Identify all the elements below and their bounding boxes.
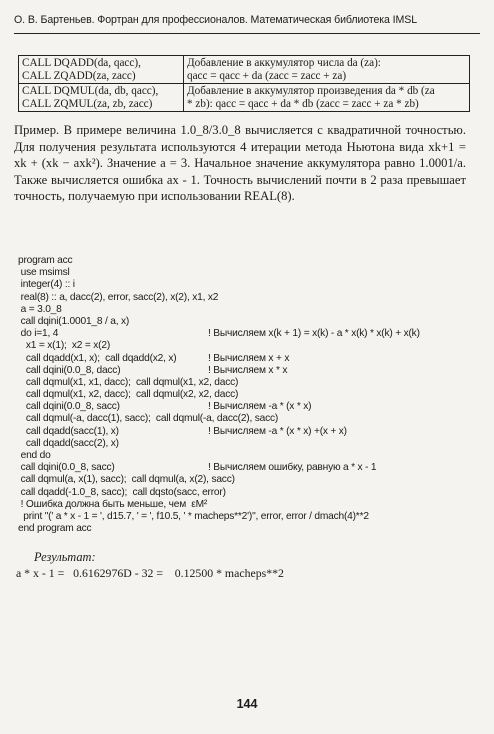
table-row bbox=[19, 84, 470, 112]
code-line bbox=[18, 279, 483, 291]
code-text: call dqmul(x1, x1, dacc); call dqmul(x1, x2, dacc) bbox=[18, 376, 239, 388]
code-text: x1 = x(1); x2 = x(2) bbox=[18, 340, 111, 352]
code-text: call dqmul(-a, dacc(1), sacc); call dqmul(-a, dacc(2), sacc) bbox=[18, 413, 279, 425]
code-text: call dqini(0.0_8, sacc) bbox=[18, 462, 115, 474]
code-line bbox=[18, 292, 483, 304]
description-line: Добавление в аккумулятор произведения da * db (za bbox=[187, 85, 435, 98]
description-cell bbox=[184, 56, 470, 84]
code-comment: ! Вычисляем ошибку, равную a * x - 1 bbox=[208, 462, 377, 474]
code-text: call dqmul(x1, x2, dacc); call dqmul(x2, x2, dacc) bbox=[18, 389, 239, 401]
result-label: Результат: bbox=[34, 550, 96, 564]
code-comment: ! Вычисляем x + x bbox=[208, 352, 290, 364]
code-line bbox=[18, 340, 483, 352]
code-comment: ! Вычисляем -a * (x * x) bbox=[208, 401, 312, 413]
code-line bbox=[18, 401, 483, 413]
code-line bbox=[18, 487, 483, 499]
code-line bbox=[18, 523, 483, 535]
code-text: call dqadd(-1.0_8, sacc); call dqsto(sacc, error) bbox=[18, 486, 226, 498]
code-text: a = 3.0_8 bbox=[18, 303, 62, 315]
code-text: print "(' a * x - 1 = ', d15.7, ' = ', f10.5, ' * macheps**2')", error, error / dmach(4)**2 bbox=[18, 510, 369, 522]
code-comment: ! Вычисляем -a * (x * x) +(x + x) bbox=[208, 425, 347, 437]
code-text: do i=1, 4 bbox=[18, 328, 59, 340]
code-line bbox=[18, 328, 483, 340]
code-line bbox=[18, 377, 483, 389]
code-text: call dqadd(x1, x); call dqadd(x2, x) bbox=[18, 352, 177, 364]
code-line bbox=[18, 426, 483, 438]
example-paragraph: Пример. В примере величина 1.0_8/3.0_8 вычисляется с квадратичной точностью. Для получения результата используются 4 итерации метода Ньютона вида xk+1 = xk + (xk − axk²). Значение a = 3. Начальное значение аккумулятора равно 1.0001/a. Также вычисляется ошибка ax - 1. Точность вычислений почти в 2 раза превышает точность, получаемую при использовании REAL(8). bbox=[14, 123, 466, 204]
code-line bbox=[18, 511, 483, 523]
code-line bbox=[18, 304, 483, 316]
code-line bbox=[18, 267, 483, 279]
code-line bbox=[18, 438, 483, 450]
routine-line: CALL ZQMUL(za, zb, zacc) bbox=[22, 97, 153, 110]
description-line: Добавление в аккумулятор числа da (za): bbox=[187, 57, 381, 69]
routine-line: CALL DQADD(da, qacc), bbox=[22, 57, 141, 69]
code-line bbox=[18, 255, 483, 267]
code-text: program acc bbox=[18, 255, 73, 266]
code-line bbox=[18, 316, 483, 328]
code-text: end do bbox=[18, 450, 51, 461]
table-row bbox=[19, 56, 470, 84]
description-line: qacc = qacc + da (zacc = zacc + za) bbox=[187, 69, 347, 82]
code-line bbox=[18, 413, 483, 425]
routine-line: CALL DQMUL(da, db, qacc), bbox=[22, 85, 159, 98]
result-line: a * x - 1 = 0.6162976D - 32 = 0.12500 * macheps**2 bbox=[16, 566, 284, 580]
code-line bbox=[18, 353, 483, 365]
code-listing bbox=[18, 255, 483, 535]
code-line bbox=[18, 365, 483, 377]
code-text: call dqini(0.0_8, sacc) bbox=[18, 401, 120, 413]
code-text: call dqmul(a, x(1), sacc); call dqmul(a, x(2), sacc) bbox=[18, 474, 235, 486]
code-text: end program acc bbox=[18, 523, 92, 535]
code-text: ! Ошибка должна быть меньше, чем εM² bbox=[18, 498, 208, 510]
routine-line: CALL ZQADD(za, zacc) bbox=[22, 69, 136, 82]
code-text: real(8) :: a, dacc(2), error, sacc(2), x(2), x1, x2 bbox=[18, 291, 219, 303]
code-text: integer(4) :: i bbox=[18, 279, 75, 291]
code-line bbox=[18, 474, 483, 486]
code-line bbox=[18, 462, 483, 474]
code-text: call dqini(0.0_8, dacc) bbox=[18, 364, 121, 376]
header-rule bbox=[14, 33, 480, 34]
description-cell bbox=[184, 84, 470, 112]
description-line: * zb): qacc = qacc + da * db (zacc = zacc + za * zb) bbox=[187, 97, 419, 110]
page-number: 144 bbox=[236, 697, 258, 711]
routine-table bbox=[18, 55, 470, 112]
code-text: call dqadd(sacc(1), x) bbox=[18, 425, 119, 437]
code-text: call dqadd(sacc(2), x) bbox=[18, 437, 119, 449]
code-line bbox=[18, 450, 483, 462]
routine-cell bbox=[19, 56, 184, 84]
code-text: use msimsl bbox=[18, 267, 70, 279]
code-text: call dqini(1.0001_8 / a, x) bbox=[18, 315, 130, 327]
code-line bbox=[18, 389, 483, 401]
code-comment: ! Вычисляем x(k + 1) = x(k) - a * x(k) * x(k) + x(k) bbox=[208, 328, 420, 340]
code-line bbox=[18, 499, 483, 511]
running-title: О. В. Бартеньев. Фортран для профессионалов. Математическая библиотека IMSL bbox=[14, 14, 418, 26]
code-comment: ! Вычисляем x * x bbox=[208, 364, 288, 376]
routine-cell bbox=[19, 84, 184, 112]
